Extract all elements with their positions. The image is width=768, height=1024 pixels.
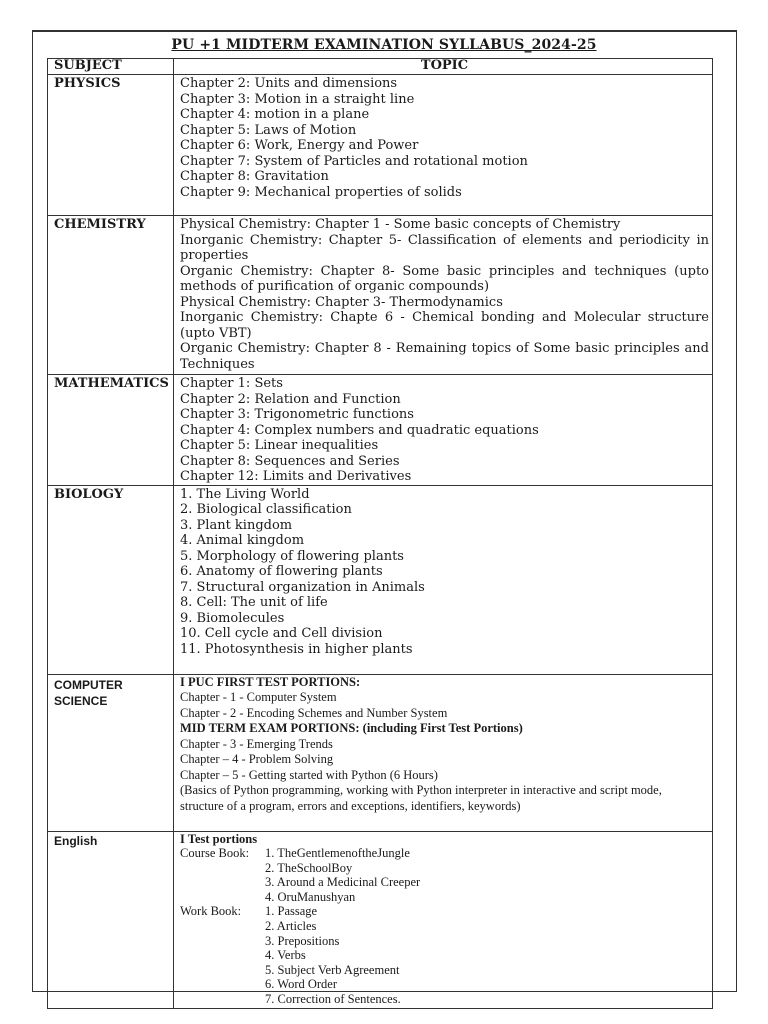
- subject-header: SUBJECT: [48, 59, 174, 75]
- topic-item: 7. Structural organization in Animals: [180, 579, 425, 595]
- topic-item: 5. Morphology of flowering plants: [180, 548, 404, 564]
- subject-name-line: COMPUTER: [54, 677, 123, 692]
- subject-chemistry: CHEMISTRY: [48, 216, 174, 375]
- topic-item: Chapter 2: Units and dimensions: [180, 76, 398, 91]
- topic-item: Chapter – 5 - Getting started with Python (6 Hours): [180, 767, 438, 782]
- table-row: [48, 375, 713, 486]
- topic-item: Chapter 7: System of Particles and rotational motion: [180, 153, 528, 169]
- course-book-row: [180, 846, 709, 861]
- course-book-label: Course Book:: [180, 846, 250, 861]
- table-row: [48, 75, 713, 216]
- page-title: PU +1 MIDTERM EXAMINATION SYLLABUS_2024-25: [171, 37, 597, 53]
- topic-item: Chapter 1: Sets: [180, 376, 283, 391]
- topic-item: Chapter - 3 - Emerging Trends: [180, 736, 333, 751]
- topic-item: Chapter 5: Linear inequalities: [180, 438, 379, 453]
- topic-item: 4. Animal kingdom: [180, 533, 305, 548]
- topic-item: Chapter 4: motion in a plane: [180, 107, 370, 122]
- topics-english: [174, 831, 713, 1008]
- topic-item: Organic Chemistry: Chapter 8 - Remaining topics of Some basic principles and Techniques: [180, 341, 709, 372]
- topic-item: 4. OruManushyan: [265, 889, 356, 904]
- topic-item: 8. Cell: The unit of life: [180, 595, 328, 610]
- topic-item: 1. Passage: [265, 904, 318, 919]
- topic-item: 3. Plant kingdom: [180, 517, 293, 533]
- work-book-row: [180, 904, 709, 919]
- topic-item: Chapter 8: Sequences and Series: [180, 453, 400, 469]
- first-test-heading: I PUC FIRST TEST PORTIONS:: [180, 674, 361, 689]
- subject-physics: PHYSICS: [48, 75, 174, 216]
- topic-note: (Basics of Python programming, working with Python interpreter in interactive and script mode, structure of a program, errors and exceptions, identifiers, keywords): [180, 783, 662, 813]
- table-row: [48, 674, 713, 831]
- topic-item: 1. The Living World: [180, 486, 310, 502]
- subject-name-line: SCIENCE: [54, 693, 108, 708]
- header-row: [48, 59, 713, 75]
- topic-item: 6. Anatomy of flowering plants: [180, 564, 383, 579]
- topic-item: Chapter 5: Laws of Motion: [180, 122, 357, 138]
- topic-item: 3. Prepositions: [265, 933, 340, 948]
- topics-biology: [174, 485, 713, 674]
- topic-item: Chapter - 2 - Encoding Schemes and Number System: [180, 705, 448, 720]
- topic-item: 1. TheGentlemenoftheJungle: [265, 846, 410, 861]
- topic-item: 11. Photosynthesis in higher plants: [180, 641, 413, 657]
- subject-mathematics: MATHEMATICS: [48, 375, 174, 486]
- subject-english: English: [48, 831, 174, 1008]
- topic-item: Chapter 2: Relation and Function: [180, 391, 401, 407]
- topic-item: Organic Chemistry: Chapter 8- Some basic principles and techniques (upto methods of purification of organic compounds): [180, 263, 709, 294]
- topic-item: 5. Subject Verb Agreement: [265, 962, 400, 977]
- topic-item: Chapter - 1 - Computer System: [180, 690, 337, 704]
- subject-computer-science: [48, 674, 174, 831]
- table-row: [48, 831, 713, 1008]
- topic-item: Chapter 12: Limits and Derivatives: [180, 469, 412, 484]
- topic-item: Inorganic Chemistry: Chapter 5- Classification of elements and periodicity in properties: [180, 232, 709, 263]
- topic-item: 3. Around a Medicinal Creeper: [265, 875, 421, 890]
- topic-item: 9. Biomolecules: [180, 610, 285, 626]
- topic-item: 7. Correction of Sentences.: [265, 992, 401, 1007]
- topic-item: Chapter 9: Mechanical properties of solids: [180, 184, 462, 200]
- work-book-label: Work Book:: [180, 904, 242, 919]
- topics-computer-science: [174, 674, 713, 831]
- topic-header: TOPIC: [174, 59, 713, 75]
- topic-item: Physical Chemistry: Chapter 3- Thermodynamics: [180, 294, 503, 310]
- midterm-heading: MID TERM EXAM PORTIONS: (including First Test Portions): [180, 721, 523, 735]
- table-row: [48, 485, 713, 674]
- english-heading: I Test portions: [180, 831, 258, 846]
- topics-physics: [174, 75, 713, 216]
- topics-mathematics: [174, 375, 713, 486]
- topic-item: 2. TheSchoolBoy: [265, 860, 353, 875]
- topic-item: Physical Chemistry: Chapter 1 - Some basic concepts of Chemistry: [180, 217, 621, 232]
- topic-item: 6. Word Order: [265, 977, 338, 992]
- topic-item: Chapter 4: Complex numbers and quadratic equations: [180, 422, 539, 438]
- topic-item: 2. Articles: [265, 919, 317, 934]
- topic-item: Inorganic Chemistry: Chapte 6 - Chemical bonding and Molecular structure (upto VBT): [180, 310, 709, 341]
- topic-item: Chapter 3: Motion in a straight line: [180, 91, 415, 107]
- topic-item: 10. Cell cycle and Cell division: [180, 626, 383, 641]
- topic-item: Chapter 8: Gravitation: [180, 169, 329, 184]
- syllabus-table: [47, 58, 713, 1009]
- topic-item: Chapter 6: Work, Energy and Power: [180, 138, 419, 153]
- topic-item: 4. Verbs: [265, 948, 306, 963]
- topics-chemistry: [174, 216, 713, 375]
- topic-item: Chapter – 4 - Problem Solving: [180, 752, 334, 766]
- topic-item: Chapter 3: Trigonometric functions: [180, 407, 414, 422]
- topic-item: 2. Biological classification: [180, 502, 352, 517]
- table-row: [48, 216, 713, 375]
- subject-biology: BIOLOGY: [48, 485, 174, 674]
